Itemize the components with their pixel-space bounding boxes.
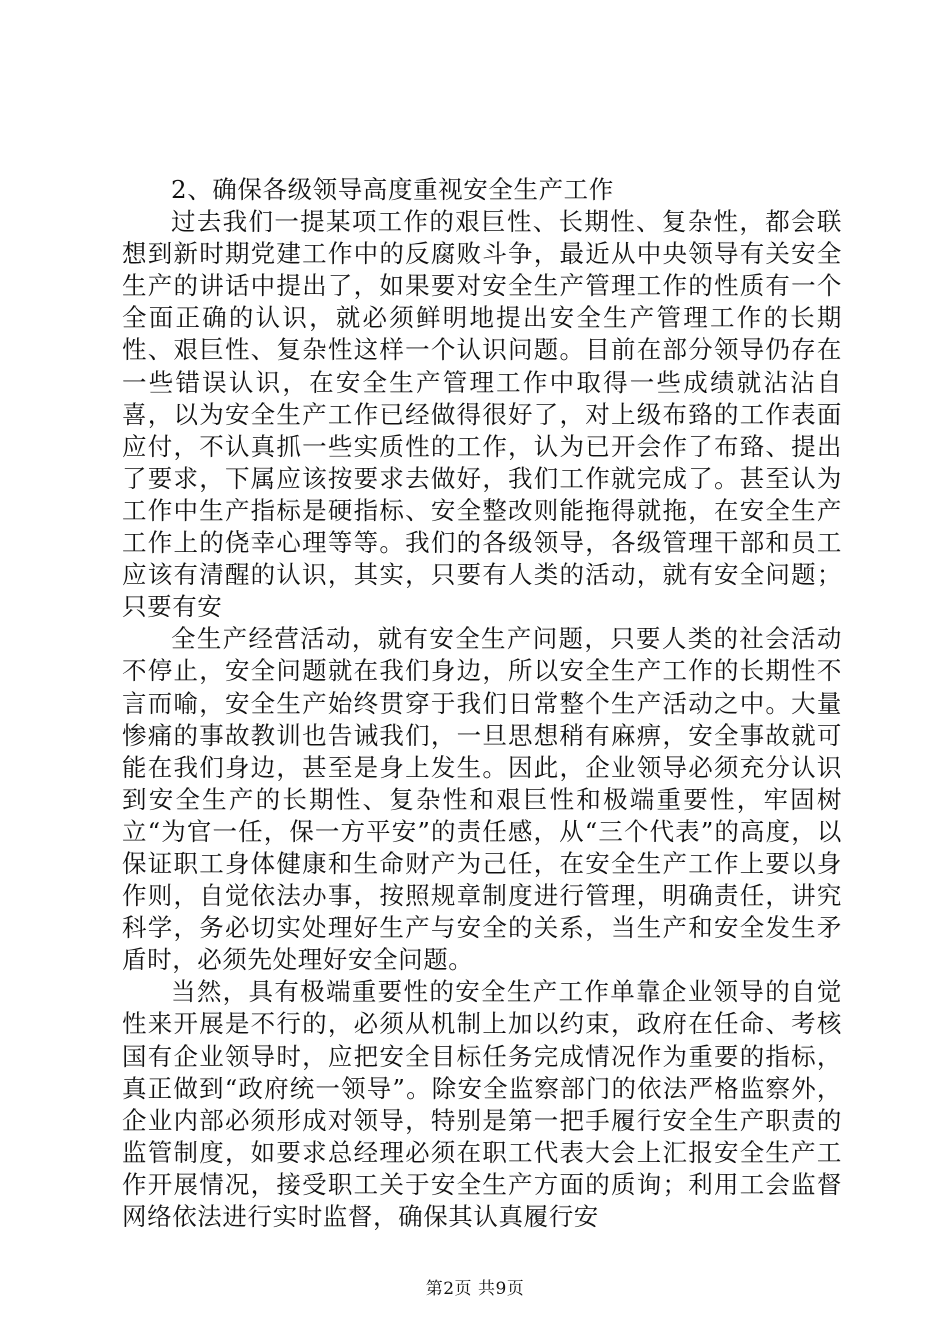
body-paragraph-3: 当然，具有极端重要性的安全生产工作单靠企业领导的自觉性来开展是不行的，必须从机制上加以约束，政府在任命、考核国有企业领导时，应把安全目标任务完成情况作为重要的指标，真正做到“政府统一领导”。除安全监察部门的依法严格监察外，企业内部必须形成对领导，特别是第一把手履行安全生产职责的监管制度，如要求总经理必须在职工代表大会上汇报安全生产工作开展情况，接受职工关于安全生产方面的质询；利用工会监督网络依法进行实时监督，确保其认真履行安 [122,977,842,1231]
body-paragraph-2: 全生产经营活动，就有安全生产问题，只要人类的社会活动不停止，安全问题就在我们身边，所以安全生产工作的长期性不言而喻，安全生产始终贯穿于我们日常整个生产活动之中。大量惨痛的事故教训也告诫我们，一旦思想稍有麻痹，安全事故就可能在我们身边，甚至是身上发生。因此，企业领导必须充分认识到安全生产的长期性、复杂性和艰巨性和极端重要性，牢固树立“为官一任，保一方平安”的责任感，从“三个代表”的高度，以保证职工身体健康和生命财产为己任，在安全生产工作上要以身作则，自觉依法办事，按照规章制度进行管理，明确责任，讲究科学，务必切实处理好生产与安全的关系，当生产和安全发生矛盾时，必须先处理好安全问题。 [122,624,842,975]
section-heading: 2、确保各级领导高度重视安全生产工作 [171,175,614,204]
document-body [122,174,842,1233]
page-number-footer: 第2页 共9页 [425,1279,525,1299]
body-paragraph-1: 过去我们一提某项工作的艰巨性、长期性、复杂性，都会联想到新时期党建工作中的反腐败斗争，最近从中央领导有关安全生产的讲话中提出了，如果要对安全生产管理工作的性质有一个全面正确的认识，就必须鲜明地提出安全生产管理工作的长期性、艰巨性、复杂性这样一个认识问题。目前在部分领导仍存在一些错误认识，在安全生产管理工作中取得一些成绩就沾沾自喜，以为安全生产工作已经做得很好了，对上级布臵的工作表面应付，不认真抓一些实质性的工作，认为已开会作了布臵、提出了要求，下属应该按要求去做好，我们工作就完成了。甚至认为工作中生产指标是硬指标、安全整改则能拖得就拖，在安全生产工作上的侥幸心理等等。我们的各级领导，各级管理干部和员工应该有清醒的认识，其实，只要有人类的活动，就有安全问题；只要有安 [122,207,842,622]
